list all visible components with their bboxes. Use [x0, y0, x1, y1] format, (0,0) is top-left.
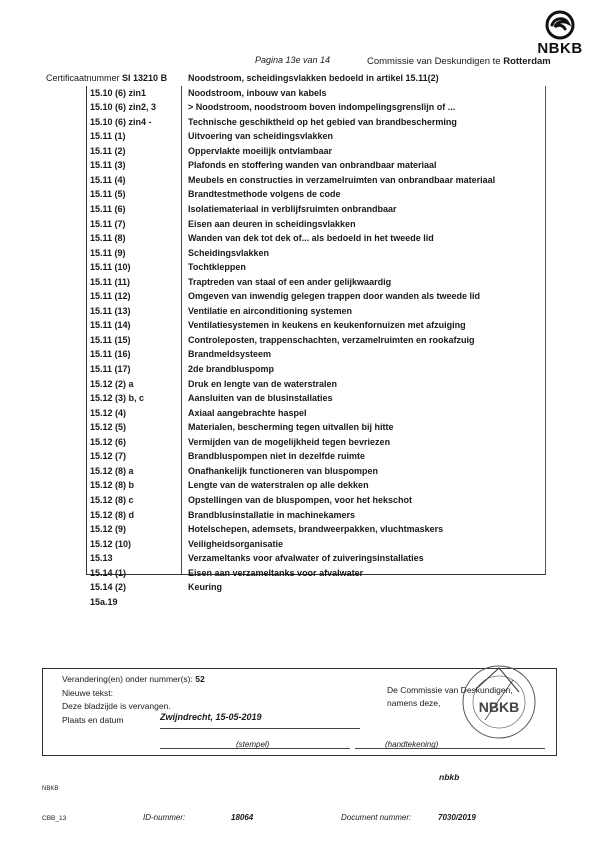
article-code: 15.12 (2) a — [90, 378, 134, 389]
stamp-seal-icon — [455, 660, 543, 744]
article-code: 15.14 (1) — [90, 567, 127, 578]
article-code: 15.12 (8) c — [90, 494, 134, 505]
article-code: 15.11 (4) — [90, 174, 126, 185]
signature-line — [355, 748, 545, 749]
article-description: Technische geschiktheid op het gebied van brandbescherming — [188, 116, 457, 127]
article-description: Hotelschepen, ademsets, brandweerpakken, vluchtmaskers — [188, 524, 444, 535]
changes-label: Verandering(en) onder nummer(s): — [62, 674, 196, 684]
article-code: 15.11 (12) — [90, 291, 131, 302]
official-stamp — [455, 660, 543, 744]
article-description: Noodstroom, scheidingsvlakken bedoeld in artikel 15.11(2) — [188, 73, 439, 83]
on-behalf: namens deze, — [387, 698, 441, 708]
replace-text: Deze bladzijde is vervangen. — [62, 701, 171, 711]
article-description: Plafonds en stoffering wanden van onbrandbaar materiaal — [188, 160, 437, 171]
article-description: Traptreden van staal of een ander gelijkwaardig — [188, 276, 392, 287]
article-code: 15.12 (9) — [90, 524, 127, 535]
article-description: Eisen aan deuren in scheidingsvlakken — [188, 218, 356, 229]
certificate-value: SI 13210 B — [122, 73, 168, 83]
article-description: Opstellingen van de bluspompen, voor het hekschot — [188, 494, 413, 505]
article-code: 15.11 (13) — [90, 305, 131, 316]
article-code: 15.13 — [90, 553, 113, 564]
article-code: 15.12 (3) b, c — [90, 393, 145, 404]
article-description: Brandblusinstallatie in machinekamers — [188, 509, 356, 520]
article-code: 15.11 (15) — [90, 334, 131, 345]
article-description: Tochtkleppen — [188, 262, 246, 273]
logo-text: NBKB — [537, 40, 583, 57]
changes-line — [62, 674, 205, 684]
nbkb-swirl-icon — [543, 10, 577, 40]
changes-value: 52 — [195, 674, 205, 684]
column-divider — [181, 86, 182, 574]
commission-city: Rotterdam — [503, 56, 551, 67]
article-code: 15.12 (8) a — [90, 465, 134, 476]
article-code: 15.12 (8) b — [90, 480, 135, 491]
article-description: Oppervlakte moeilijk ontvlambaar — [188, 145, 333, 156]
article-description: Noodstroom, inbouw van kabels — [188, 87, 327, 98]
article-code: 15.10 (6) zin1 — [90, 87, 147, 98]
article-description: Brandtestmethode volgens de code — [188, 189, 341, 200]
article-code: 15.11 (10) — [90, 262, 131, 273]
article-code: 15.12 (10) — [90, 538, 132, 549]
new-text-label: Nieuwe tekst: — [62, 688, 114, 698]
article-description: Ventilatiesystemen in keukens en keukenfornuizen met afzuiging — [188, 320, 466, 331]
article-code: 15.14 (2) — [90, 582, 127, 593]
article-description: Controleposten, trappenschachten, verzamelruimten en rookafzuig — [188, 334, 475, 345]
certificate-label: Certificaatnummer — [46, 73, 123, 83]
article-code: 15.11 (7) — [90, 218, 126, 229]
article-code: 15.11 (8) — [90, 233, 126, 244]
article-code: 15.11 (9) — [90, 247, 126, 258]
article-description: > Noodstroom, noodstroom boven indompelingsgrenslijn of ... — [188, 102, 456, 113]
article-code: 15.12 (5) — [90, 422, 127, 433]
nbkb-logo — [530, 10, 590, 60]
article-code: 15.12 (8) d — [90, 509, 135, 520]
article-description: Druk en lengte van de waterstralen — [188, 378, 338, 389]
article-code: 15.11 (17) — [90, 364, 131, 374]
article-description: Vermijden van de mogelijkheid tegen bevriezen — [188, 436, 391, 447]
article-description: Eisen aan verzameltanks voor afvalwater — [188, 567, 364, 578]
commission-header — [367, 56, 551, 67]
stamp-text: NBKB — [478, 699, 520, 715]
article-code: 15.12 (7) — [90, 451, 127, 462]
article-code: 15.11 (5) — [90, 189, 126, 200]
article-code: 15.12 (4) — [90, 407, 127, 418]
place-date-label: Plaats en datum — [62, 715, 124, 725]
article-description: Lengte van de waterstralen op alle dekken — [188, 480, 369, 491]
signature-label: (handtekening) — [385, 740, 439, 749]
article-description: Scheidingsvlakken — [188, 247, 270, 258]
article-code: 15.11 (1) — [90, 131, 126, 142]
article-description: Brandbluspompen niet in dezelfde ruimte — [188, 451, 366, 462]
article-code: 15.10 (6) zin4 - — [90, 116, 152, 127]
article-description: Wanden van dek tot dek of... als bedoeld in het tweede lid — [188, 233, 434, 244]
article-description: Ventilatie en airconditioning systemen — [188, 305, 353, 316]
place-date-underline — [160, 728, 360, 729]
stamp-label: (stempel) — [236, 740, 270, 749]
article-description: Verzameltanks voor afvalwater of zuiveringsinstallaties — [188, 553, 424, 564]
commission-signoff: De Commissie van Deskundigen, — [387, 685, 513, 695]
article-code: 15.11 (2) — [90, 145, 126, 156]
document-number-label: Document nummer: — [341, 813, 412, 822]
certificate-number — [46, 73, 167, 83]
article-code: 15.12 (6) — [90, 436, 127, 447]
article-description: Meubels en constructies in verzamelruimten van onbrandbaar materiaal — [188, 174, 496, 185]
article-description: Aansluiten van de blusinstallaties — [188, 393, 333, 404]
id-value: 18064 — [231, 813, 254, 822]
form-code: CBB_13 — [42, 815, 67, 822]
nbkb-footer-right: nbkb — [439, 772, 460, 782]
article-description: Omgeven van inwendig gelegen trappen door wanden als tweede lid — [188, 291, 481, 302]
article-code: 15.11 (11) — [90, 276, 131, 287]
nbkb-footer-small: NBKB — [42, 786, 59, 792]
article-code: 15.11 (14) — [90, 320, 131, 331]
article-code: 15.11 (3) — [90, 160, 126, 171]
article-description: Isolatiemateriaal in verblijfsruimten onbrandbaar — [188, 203, 397, 214]
article-description: Veiligheidsorganisatie — [188, 538, 284, 549]
id-label: ID-nummer: — [143, 813, 186, 822]
article-description: Keuring — [188, 582, 223, 593]
article-description: Materialen, bescherming tegen uitvallen bij hitte — [188, 422, 394, 433]
article-description: Axiaal aangebrachte haspel — [188, 407, 307, 418]
page-number: Pagina 13e van 14 — [255, 55, 331, 65]
article-code: 15.10 (6) zin2, 3 — [90, 102, 157, 113]
article-description: 2de brandbluspomp — [188, 364, 275, 374]
document-number-value: 7030/2019 — [438, 813, 476, 822]
article-code: 15a.19 — [90, 596, 118, 607]
article-code: 15.11 (6) — [90, 203, 126, 214]
article-description: Uitvoering van scheidingsvlakken — [188, 131, 334, 142]
commission-prefix: Commissie van Deskundigen te — [367, 56, 504, 67]
article-description: Brandmeldsysteem — [188, 349, 272, 360]
place-date-value: Zwijndrecht, 15-05-2019 — [160, 712, 262, 722]
article-code: 15.11 (16) — [90, 349, 131, 360]
article-description: Onafhankelijk functioneren van bluspompen — [188, 465, 379, 476]
